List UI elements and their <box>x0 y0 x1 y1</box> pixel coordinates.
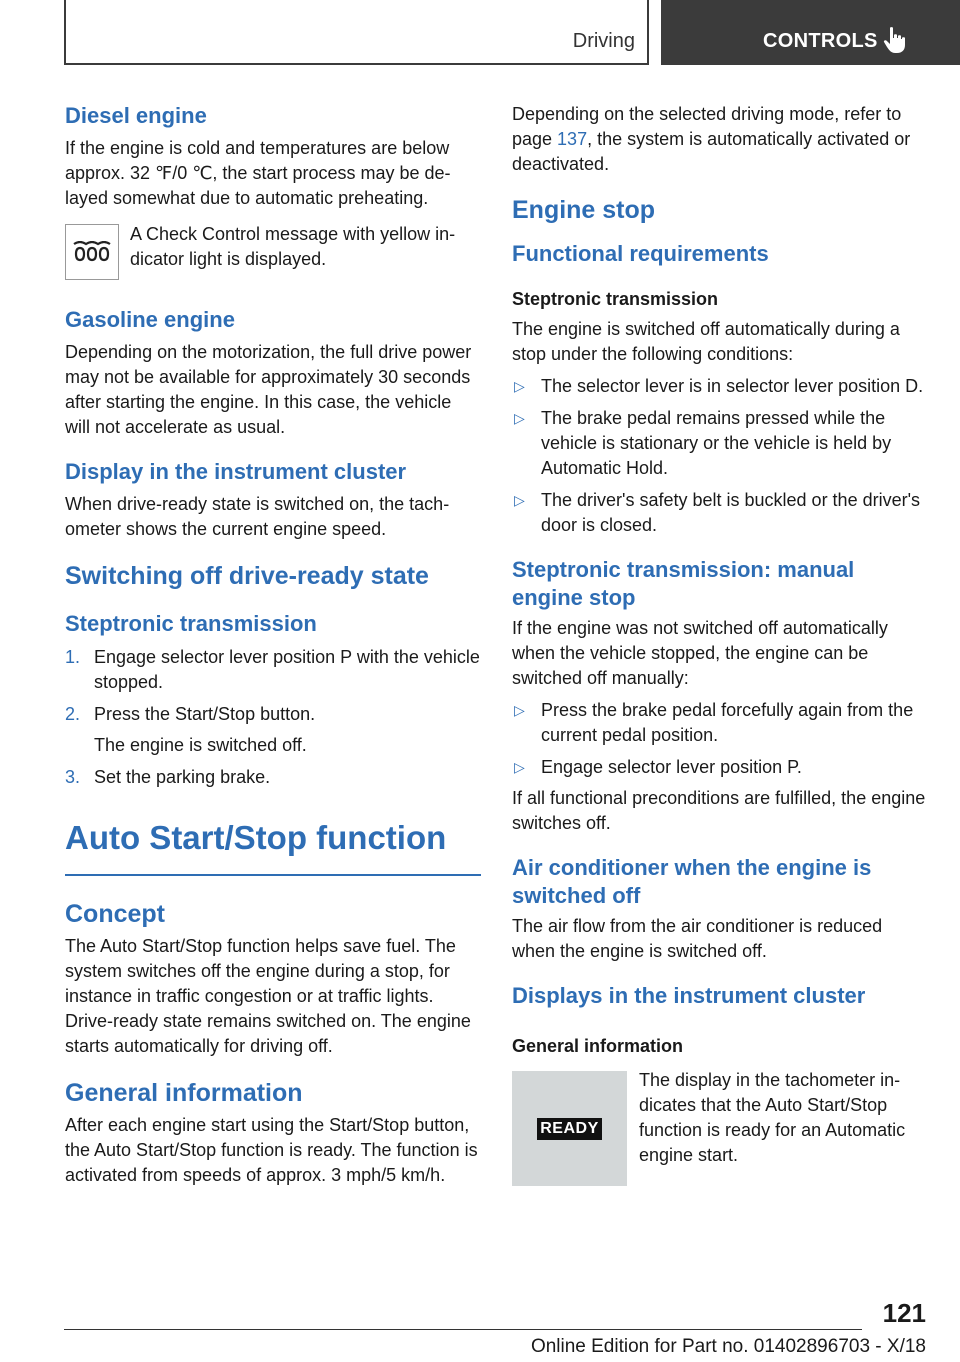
list-item: ▷ Press the brake pedal forcefully again from the current pedal position. <box>514 700 914 745</box>
concept-heading: Concept <box>65 900 165 928</box>
header-section-tab <box>64 0 649 65</box>
edition-footer: Online Edition for Part no. 01402896703 - X/18 <box>530 1336 926 1357</box>
gasoline-engine-heading: Gasoline engine <box>65 307 235 332</box>
preconditions-text: If all functional preconditions are fulfilled, the engine switches off. <box>512 788 926 833</box>
right-column <box>512 102 930 1186</box>
page-link[interactable]: 137 <box>557 129 588 149</box>
header-section-label: Driving <box>572 30 635 52</box>
ready-display-image <box>512 1071 627 1186</box>
ready-text: The display in the tachometer indicates that the Auto Start/Stop function is ready for an Automatic engine start. <box>639 1070 906 1165</box>
steptronic-text: The engine is switched off automatically during a stop under the following conditions: <box>512 319 900 364</box>
diesel-engine-text: If the engine is cold and temperatures are below approx. 32 ℉/0 ℃, the start process may be delayed somewhat due to automatic preheating. <box>65 138 451 208</box>
auto-start-stop-heading: Auto Start/Stop function <box>65 816 481 876</box>
hand-pointer-icon <box>883 26 909 54</box>
steptronic-heading: Steptronic transmission <box>65 611 317 636</box>
left-column <box>65 102 481 1188</box>
list-item: ▷ The selector lever is in selector lever position D. <box>512 374 930 399</box>
triangle-bullet-icon: ▷ <box>514 492 525 508</box>
display-cluster-heading: Display in the instrument cluster <box>65 459 407 484</box>
check-control-note <box>65 222 481 280</box>
list-item: ▷ The brake pedal remains pressed while the vehicle is stationary or the vehicle is held by Automatic Hold. <box>514 408 892 478</box>
triangle-bullet-icon: ▷ <box>514 759 525 775</box>
list-item: 2. Press the Start/Stop button. The engine is switched off. <box>65 704 316 755</box>
general-info-subheading: General information <box>512 1036 684 1056</box>
functional-requirements-heading: Functional requirements <box>512 241 769 266</box>
switching-off-steps <box>65 645 481 790</box>
diesel-engine-heading: Diesel engine <box>65 103 207 128</box>
ready-indicator: READY <box>537 1118 602 1140</box>
ready-note <box>512 1068 930 1186</box>
steptronic-subheading: Steptronic transmission <box>512 289 719 309</box>
list-item: ▷ The driver's safety belt is buckled or the driver's door is closed. <box>514 490 921 535</box>
conditions-list <box>512 374 930 538</box>
triangle-bullet-icon: ▷ <box>514 410 525 426</box>
manual-steps-list <box>512 698 930 780</box>
aircon-heading: Air conditioner when the engine is switched off <box>512 855 872 908</box>
manual-engine-stop-text: If the engine was not switched off automatically when the vehicle stopped, the engine can be switched off manually: <box>512 618 888 688</box>
engine-stop-heading: Engine stop <box>512 196 656 224</box>
gasoline-engine-text: Depending on the motorization, the full drive power may not be available for approximately 30 seconds after starting the engine. In this case, the vehicle will not accelerate as usual. <box>65 342 472 437</box>
displays-cluster-heading: Displays in the instrument cluster <box>512 983 866 1008</box>
aircon-text: The air flow from the air conditioner is reduced when the engine is switched off. <box>512 916 883 961</box>
header-chapter-label: CONTROLS <box>763 30 878 52</box>
check-control-text: A Check Control message with yellow indicator light is displayed. <box>130 224 456 269</box>
triangle-bullet-icon: ▷ <box>514 378 525 394</box>
triangle-bullet-icon: ▷ <box>514 702 525 718</box>
manual-engine-stop-heading: Steptronic transmission: manual engine stop <box>512 557 855 610</box>
list-item: ▷ Engage selector lever position P. <box>512 755 930 780</box>
concept-text: The Auto Start/Stop function helps save fuel. The system switches off the engine during a stop, for instance in traffic congestion or at traffic lights. Drive-ready state remains switched on. The engine starts automatically for driving off. <box>65 936 471 1056</box>
preheat-coil-icon <box>65 224 119 280</box>
general-info-heading: General information <box>65 1079 303 1107</box>
page-number: 121 <box>882 1298 926 1328</box>
list-item: 1. Engage selector lever position P with the vehicle stopped. <box>65 647 480 692</box>
header-chapter-tab <box>661 0 960 65</box>
list-item: 3. Set the parking brake. <box>65 767 271 787</box>
display-cluster-text: When drive-ready state is switched on, the tachometer shows the current engine speed. <box>65 494 450 539</box>
footer-divider <box>64 1329 862 1330</box>
general-info-text: After each engine start using the Start/Stop button, the Auto Start/Stop function is ready. The function is activated from speeds of approx. 3 mph/5 km/h. <box>65 1115 478 1185</box>
mode-intro-text: Depending on the selected driving mode, refer to page 137, the system is automatically activated or deactivated. <box>512 104 911 174</box>
switching-off-heading: Switching off drive-ready state <box>65 562 429 590</box>
